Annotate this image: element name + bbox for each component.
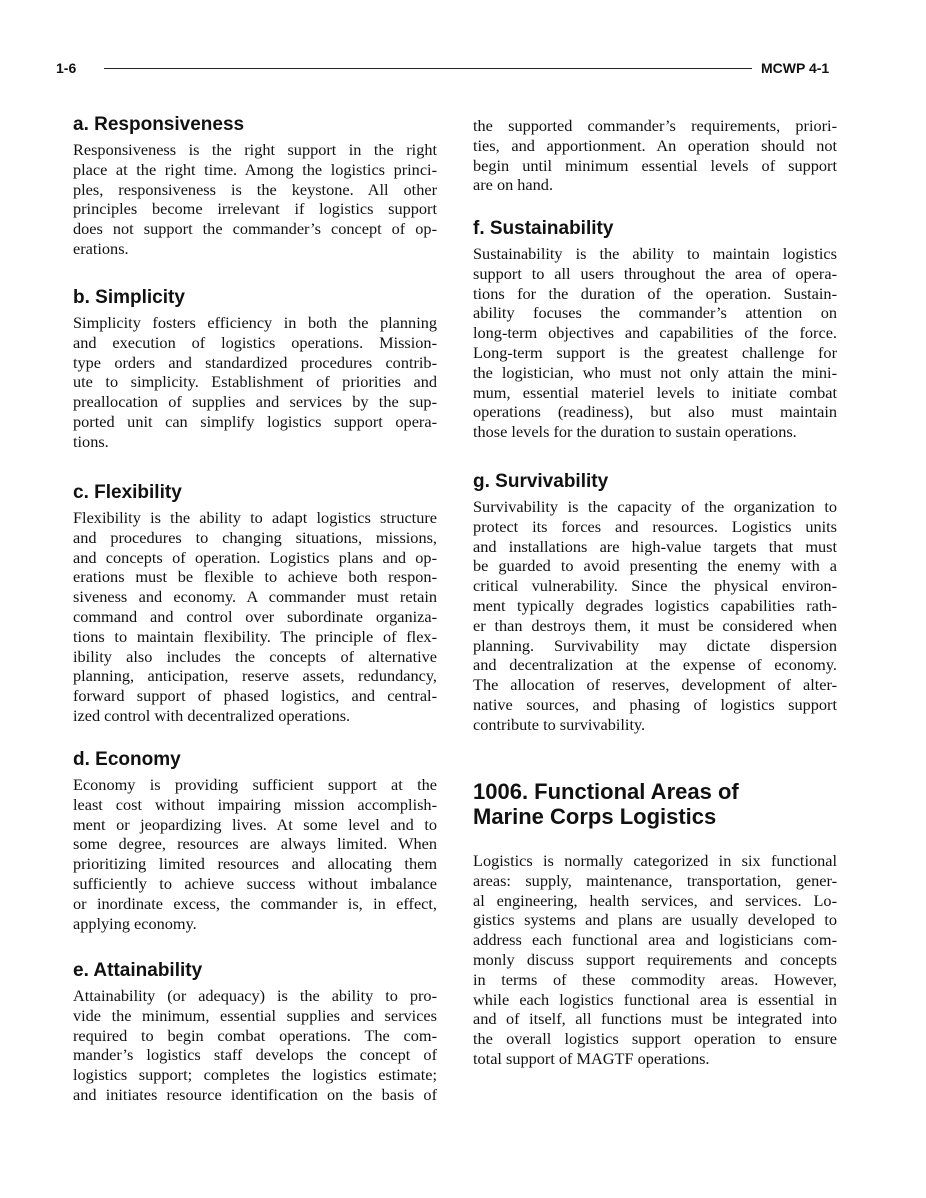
section-heading: d. Economy [73, 749, 181, 770]
section-attainability-continued [473, 116, 837, 195]
body-text-line: tions for the duration of the operation. Sustain- [473, 283, 837, 303]
body-text-line: while each logistics functional area is essential in [473, 989, 837, 1009]
body-text-line: ized control with decentralized operations. [73, 705, 351, 725]
body-text-line: or inordinate excess, the commander is, in effect, [73, 893, 437, 913]
body-text-line: and execution of logistics operations. Mission- [73, 332, 437, 352]
body-text-line: planning. Survivability may dictate dispersion [473, 635, 837, 655]
section-functional-areas [473, 779, 837, 1069]
body-text-line: and of itself, all functions must be integrated into [473, 1009, 837, 1029]
body-text-line: vide the minimum, essential supplies and services [73, 1005, 437, 1025]
body-text-line: critical vulnerability. Since the physical environ- [473, 576, 837, 596]
body-text-line: ment or jeopardizing lives. At some level and to [73, 814, 437, 834]
body-text-line: be guarded to avoid presenting the enemy with a [473, 556, 837, 576]
body-text-line: in terms of these commodity areas. However, [473, 969, 837, 989]
body-text-line: monly discuss support requirements and concepts [473, 949, 837, 969]
body-text-line: ute to simplicity. Establishment of priorities and [73, 372, 437, 392]
body-text-line: erations. [73, 238, 129, 258]
body-text-line: planning, anticipation, reserve assets, redundancy, [73, 666, 437, 686]
body-text-line: required to begin combat operations. The com- [73, 1025, 437, 1045]
body-text-line: siveness and economy. A commander must retain [73, 587, 437, 607]
body-text-line: begin until minimum essential levels of support [473, 155, 837, 175]
body-text-line: Sustainability is the ability to maintain logistics [473, 244, 837, 263]
body-text-line: The allocation of reserves, development of alter- [473, 675, 837, 695]
body-text-line: Survivability is the capacity of the organization to [473, 497, 837, 516]
section-responsiveness [73, 114, 437, 259]
section-heading: e. Attainability [73, 960, 203, 981]
body-text-line: some degree, resources are always limited. When [73, 834, 437, 854]
body-text-line: er than destroys them, it must be considered when [473, 615, 837, 635]
body-text-line: does not support the commander’s concept of op- [73, 219, 437, 239]
body-text-line: ties, and apportionment. An operation should not [473, 135, 837, 155]
body-text-line: Long-term support is the greatest challenge for [473, 342, 837, 362]
body-text-line: principles become irrelevant if logistics support [73, 199, 437, 219]
body-text-line: Simplicity fosters efficiency in both the planning [73, 313, 437, 332]
body-text-line: and installations are high-value targets that must [473, 536, 837, 556]
body-text-line: place at the right time. Among the logistics princi- [73, 159, 437, 179]
body-text-line: support to all users throughout the area of opera- [473, 263, 837, 283]
section-heading: b. Simplicity [73, 287, 185, 308]
body-text-line: the supported commander’s requirements, priori- [473, 116, 837, 135]
body-text-line: gistics systems and plans are usually developed to [473, 910, 837, 930]
body-text-line: least cost without impairing mission accomplish- [73, 794, 437, 814]
section-heading: f. Sustainability [473, 218, 614, 239]
body-text-line: are on hand. [473, 175, 554, 195]
body-text-line: prioritizing limited resources and allocating them [73, 854, 437, 874]
header-rule [104, 68, 752, 69]
section-heading: a. Responsiveness [73, 114, 245, 135]
body-text-line: the overall logistics support operation to ensure [473, 1029, 837, 1049]
body-text-line: protect its forces and resources. Logistics units [473, 516, 837, 536]
body-text-line: mum, essential materiel levels to initiate combat [473, 382, 837, 402]
body-text-line: and procedures to changing situations, missions, [73, 527, 437, 547]
body-text-line: long-term objectives and capabilities of the force. [473, 323, 837, 343]
section-flexibility [73, 482, 437, 726]
body-text-line: operations (readiness), but also must maintain [473, 402, 837, 422]
body-text-line: the logistician, who must not only attain the mini- [473, 362, 837, 382]
body-text-line: sufficiently to achieve success without imbalance [73, 873, 437, 893]
body-text-line: erations must be flexible to achieve both respon- [73, 567, 437, 587]
body-text-line: tions to maintain flexibility. The principle of flex- [73, 626, 437, 646]
body-text-line: ability focuses the commander’s attention on [473, 303, 837, 323]
body-text-line: mander’s logistics staff develops the concept of [73, 1045, 437, 1065]
body-text-line: native sources, and phasing of logistics support [473, 694, 837, 714]
body-text-line: contribute to survivability. [473, 714, 646, 734]
section-attainability [73, 960, 437, 1105]
body-text-line: Flexibility is the ability to adapt logistics structure [73, 508, 437, 527]
body-text-line: al engineering, health services, and services. Lo- [473, 890, 837, 910]
document-id: MCWP 4-1 [761, 60, 830, 76]
section-survivability [473, 471, 837, 735]
body-text-line: ported unit can simplify logistics support opera- [73, 411, 437, 431]
section-sustainability [473, 218, 837, 442]
body-text-line: applying economy. [73, 913, 197, 933]
section-heading: g. Survivability [473, 471, 609, 492]
body-text-line: tions. [73, 431, 109, 451]
body-text-line: logistics support; completes the logistics estimate; [73, 1065, 437, 1085]
body-text-line: Economy is providing sufficient support at the [73, 775, 437, 794]
body-text-line: preallocation of supplies and services by the sup- [73, 392, 437, 412]
body-text-line: address each functional area and logisticians com- [473, 930, 837, 950]
body-text-line: and concepts of operation. Logistics plans and op- [73, 547, 437, 567]
section-heading: 1006. Functional Areas of Marine Corps Logistics [473, 779, 739, 829]
body-text-line: areas: supply, maintenance, transportation, gener- [473, 870, 837, 890]
body-text-line: and decentralization at the expense of economy. [473, 655, 837, 675]
body-text-line: command and control over subordinate organiza- [73, 606, 437, 626]
body-text-line: those levels for the duration to sustain operations. [473, 422, 797, 442]
body-text-line: ment typically degrades logistics capabilities rath- [473, 595, 837, 615]
page-number: 1-6 [56, 60, 77, 76]
section-heading: c. Flexibility [73, 482, 182, 503]
section-economy [73, 749, 437, 933]
body-text-line: ibility also includes the concepts of alternative [73, 646, 437, 666]
body-text-line: Attainability (or adequacy) is the ability to pro- [73, 986, 437, 1005]
section-simplicity [73, 287, 437, 452]
body-text-line: ples, responsiveness is the keystone. All other [73, 179, 437, 199]
body-text-line: and initiates resource identification on the basis of [73, 1084, 437, 1104]
body-text-line: forward support of phased logistics, and central- [73, 686, 437, 706]
body-text-line: total support of MAGTF operations. [473, 1048, 710, 1068]
body-text-line: type orders and standardized procedures contrib- [73, 352, 437, 372]
body-text-line: Logistics is normally categorized in six functional [473, 851, 837, 870]
body-text-line: Responsiveness is the right support in the right [73, 140, 437, 159]
